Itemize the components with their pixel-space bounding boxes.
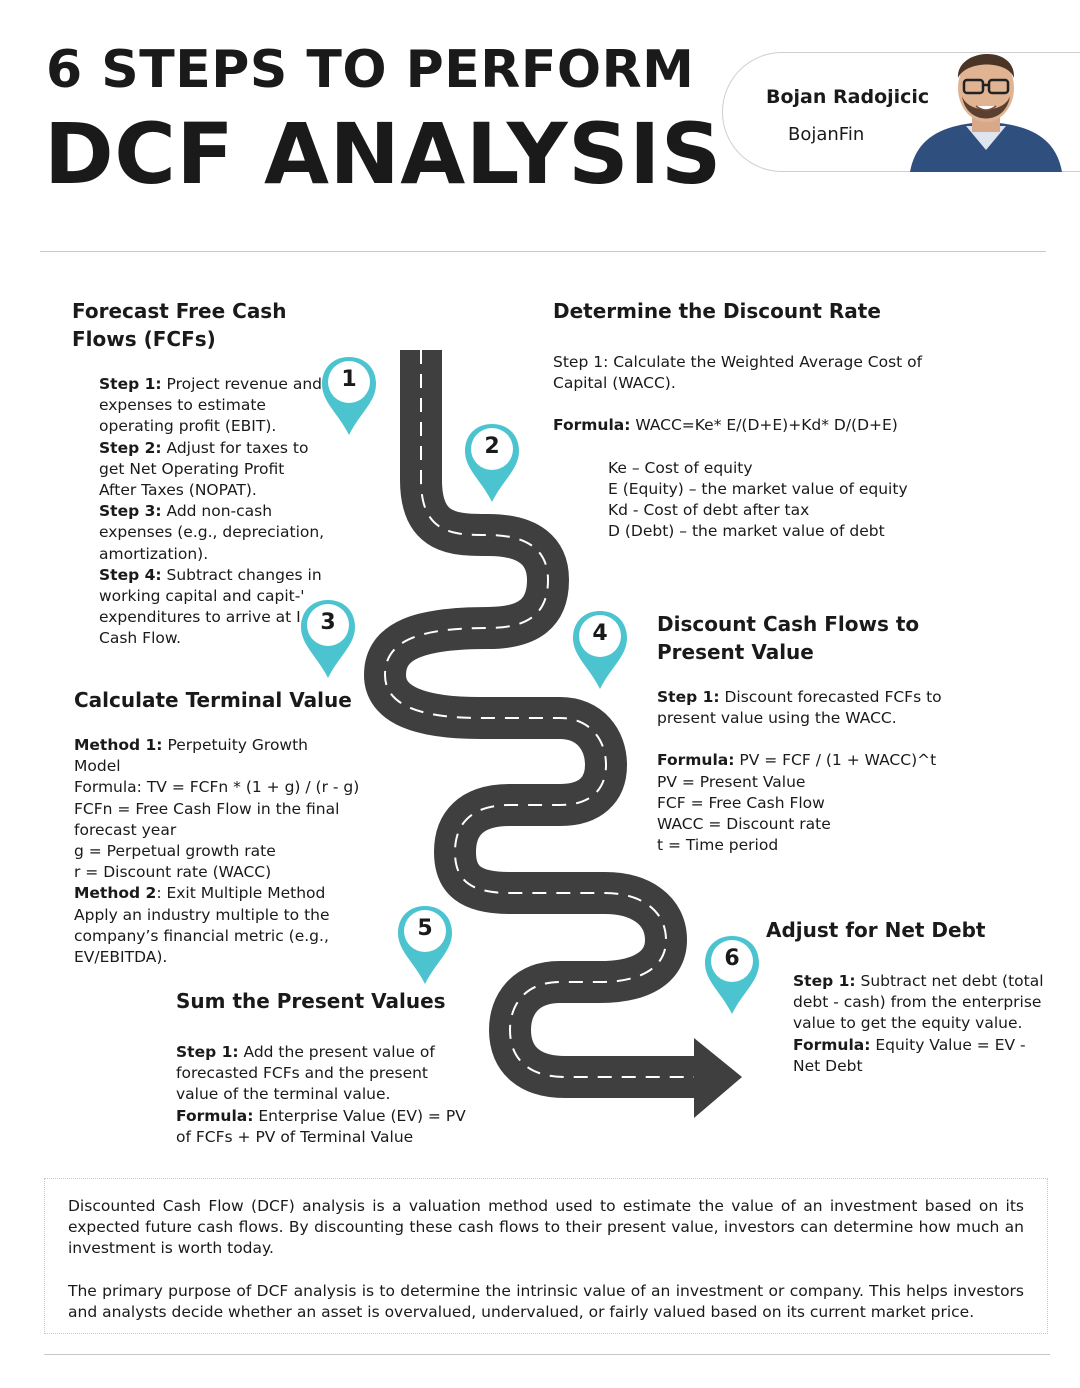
- step-6-pin-icon: [703, 934, 761, 1016]
- section-4-title-line-a: Discount Cash Flows to: [657, 612, 920, 636]
- body-line-text: EV/EBITDA).: [74, 948, 168, 967]
- body-line: [74, 841, 374, 862]
- body-line: [99, 395, 324, 416]
- body-line: [176, 1063, 476, 1084]
- author-handle: BojanFin: [788, 124, 865, 145]
- body-line-text: Project revenue and: [161, 375, 322, 393]
- step-1-number: 1: [341, 367, 357, 392]
- body-line-label: Method 1:: [74, 736, 163, 754]
- step-6-number: 6: [724, 946, 740, 971]
- body-line-label: Method 2: [74, 884, 157, 903]
- body-line: [99, 522, 324, 543]
- body-line-text: Equity Value = EV -: [870, 1035, 1026, 1054]
- section-2-def: Ke – Cost of equity: [608, 458, 753, 477]
- body-line-text: Apply an industry multiple to the: [74, 905, 330, 924]
- body-line: [793, 992, 1063, 1013]
- body-line-text: WACC = Discount rate: [657, 815, 831, 834]
- body-line: [99, 416, 324, 437]
- author-name: Bojan Radojicic: [766, 86, 930, 108]
- body-line-text: Subtract net debt (total: [855, 972, 1044, 990]
- body-line-text: FCFn = Free Cash Flow in the final: [74, 799, 340, 818]
- body-line-text: PV = Present Value: [657, 772, 806, 791]
- body-line-text: Adjust for taxes to: [161, 438, 309, 457]
- summary-paragraph-1: Discounted Cash Flow (DCF) analysis is a valuation method used to estimate the value of an investment based on its expected future cash flows. By discounting these cash flows to their present value, investors can determine how much an investment is worth today.: [68, 1197, 1024, 1258]
- body-line: [74, 777, 374, 798]
- body-line-text: debt - cash) from the enterprise: [793, 993, 1042, 1012]
- body-line-text: working capital and capit-': [99, 587, 305, 606]
- section-3-body: [74, 735, 374, 968]
- body-line-text: Model: [74, 757, 121, 776]
- step-2-pin-icon: [463, 422, 521, 504]
- step-1-pin-icon: [320, 355, 378, 437]
- body-line: [99, 480, 324, 501]
- body-line-text: forecasted FCFs and the present: [176, 1064, 429, 1083]
- section-2-formula-text: WACC=Ke* E/(D+E)+Kd* D/(D+E): [630, 416, 898, 435]
- section-3-title: Calculate Terminal Value: [74, 688, 352, 712]
- body-line: [793, 1056, 1063, 1077]
- body-line: [176, 1042, 476, 1063]
- body-line: [74, 756, 374, 777]
- body-line: [74, 735, 374, 756]
- section-4-title-line-b: Present Value: [657, 640, 814, 664]
- body-line: [74, 926, 374, 947]
- body-line: [74, 799, 374, 820]
- section-2-def: E (Equity) – the market value of equity: [608, 479, 908, 498]
- body-line-text: amortization).: [99, 544, 209, 563]
- body-line: [99, 565, 324, 586]
- body-line-text: Discount forecasted FCFs to: [719, 688, 942, 706]
- body-line: [99, 374, 324, 395]
- body-line: [74, 883, 374, 904]
- body-line-text: Net Debt: [793, 1056, 863, 1075]
- section-2-def: D (Debt) – the market value of debt: [608, 522, 885, 541]
- section-2-line-1: Step 1: Calculate the Weighted Average Cost of: [553, 353, 923, 371]
- section-2-title: Determine the Discount Rate: [553, 299, 881, 323]
- body-line-text: PV = FCF / (1 + WACC)^t: [734, 751, 937, 770]
- title-line-1: 6 STEPS TO PERFORM: [46, 40, 695, 100]
- body-line-text: Cash Flow.: [99, 629, 182, 648]
- body-line: [657, 687, 957, 708]
- body-line: [793, 1013, 1063, 1034]
- step-4-number: 4: [592, 621, 608, 646]
- section-2-def: Kd - Cost of debt after tax: [608, 501, 810, 520]
- section-1-title: [72, 297, 286, 353]
- section-6-body: [793, 971, 1063, 1077]
- section-2-formula: [553, 415, 973, 436]
- body-line-text: t = Time period: [657, 836, 779, 855]
- title-line-2: DCF ANALYSIS: [44, 105, 722, 203]
- step-2-number: 2: [484, 434, 500, 459]
- section-5-body: [176, 1042, 476, 1148]
- body-line-text: forecast year: [74, 820, 177, 839]
- body-line-label: Step 4:: [99, 565, 162, 584]
- body-line-label: Step 2:: [99, 438, 162, 457]
- body-line: [74, 862, 374, 883]
- section-4-title: [657, 610, 919, 666]
- body-line-text: Subtract changes in: [161, 565, 322, 584]
- body-line: [99, 459, 324, 480]
- step-4-pin-icon: [571, 609, 629, 691]
- body-line: [74, 905, 374, 926]
- body-line: [657, 793, 957, 814]
- body-line-text: Enterprise Value (EV) = PV: [253, 1106, 466, 1125]
- body-line-label: Formula:: [176, 1106, 254, 1125]
- body-line-text: of FCFs + PV of Terminal Value: [176, 1127, 414, 1146]
- road-arrow-head: [694, 1038, 742, 1118]
- body-line: [99, 501, 324, 522]
- body-line-text: value to get the equity value.: [793, 1014, 1023, 1033]
- body-line-text: r = Discount rate (WACC): [74, 863, 272, 882]
- section-2-formula-label: Formula:: [553, 416, 631, 435]
- body-line: [793, 971, 1063, 992]
- body-line-text: company’s financial metric (e.g.,: [74, 926, 329, 945]
- body-line-text: : Exit Multiple Method: [156, 884, 326, 903]
- body-line-text: After Taxes (NOPAT).: [99, 481, 257, 500]
- section-4-body: [657, 687, 957, 856]
- body-line-text: Perpetuity Growth: [162, 736, 309, 754]
- body-line: [99, 544, 324, 565]
- body-line: [657, 814, 957, 835]
- body-line-text: present value using the WACC.: [657, 709, 897, 728]
- section-6-title: Adjust for Net Debt: [766, 918, 986, 942]
- body-line-label: Step 1:: [99, 375, 162, 393]
- section-5-title: Sum the Present Values: [176, 989, 446, 1013]
- section-1-title-line-b: Flows (FCFs): [72, 327, 216, 351]
- body-line-text: g = Perpetual growth rate: [74, 842, 276, 861]
- body-line-text: expenses (e.g., depreciation,: [99, 523, 325, 542]
- section-1-body: [99, 374, 324, 650]
- body-line: [99, 586, 324, 607]
- body-line-label: Step 3:: [99, 502, 162, 521]
- step-5-number: 5: [417, 916, 433, 941]
- body-line: [176, 1127, 476, 1148]
- body-line: [99, 607, 324, 628]
- body-line-label: Step 1:: [657, 688, 720, 706]
- body-line: [176, 1084, 476, 1105]
- body-line: [176, 1106, 476, 1127]
- body-line-text: expenditures to arrive at I: [99, 608, 301, 627]
- body-line-text: expenses to estimate: [99, 396, 266, 415]
- body-line: [74, 947, 374, 968]
- body-line-label: Formula:: [793, 1035, 871, 1054]
- body-line-text: value of the terminal value.: [176, 1085, 391, 1104]
- body-line: [99, 628, 324, 649]
- section-2-body: [553, 352, 973, 542]
- summary-paragraph-2: The primary purpose of DCF analysis is to determine the intrinsic value of an investment or company. This helps investors and analysts decide whether an asset is overvalued, undervalued, or fairly valued based on its current market price.: [68, 1282, 1024, 1322]
- body-line-text: Add the present value of: [238, 1043, 435, 1061]
- body-line: [657, 750, 957, 771]
- body-line: [657, 772, 957, 793]
- step-3-number: 3: [320, 610, 336, 635]
- section-1-title-line-a: Forecast Free Cash: [72, 299, 287, 323]
- footer-divider: [44, 1354, 1050, 1355]
- body-line: [793, 1035, 1063, 1056]
- body-line-label: Step 1:: [176, 1043, 239, 1061]
- body-line-text: operating profit (EBIT).: [99, 417, 277, 436]
- body-line: [657, 708, 957, 729]
- body-line-label: Formula:: [657, 751, 735, 770]
- body-line: [99, 438, 324, 459]
- body-line-text: get Net Operating Profit: [99, 459, 285, 478]
- body-line-label: Step 1:: [793, 972, 856, 990]
- body-line: [74, 820, 374, 841]
- step-5-pin-icon: [396, 904, 454, 986]
- body-line-text: Add non-cash: [161, 502, 273, 521]
- section-2-line-2: Capital (WACC).: [553, 374, 676, 393]
- body-line-text: Formula: TV = FCFn * (1 + g) / (r - g): [74, 778, 360, 797]
- body-line-text: FCF = Free Cash Flow: [657, 793, 825, 812]
- body-line: [657, 835, 957, 856]
